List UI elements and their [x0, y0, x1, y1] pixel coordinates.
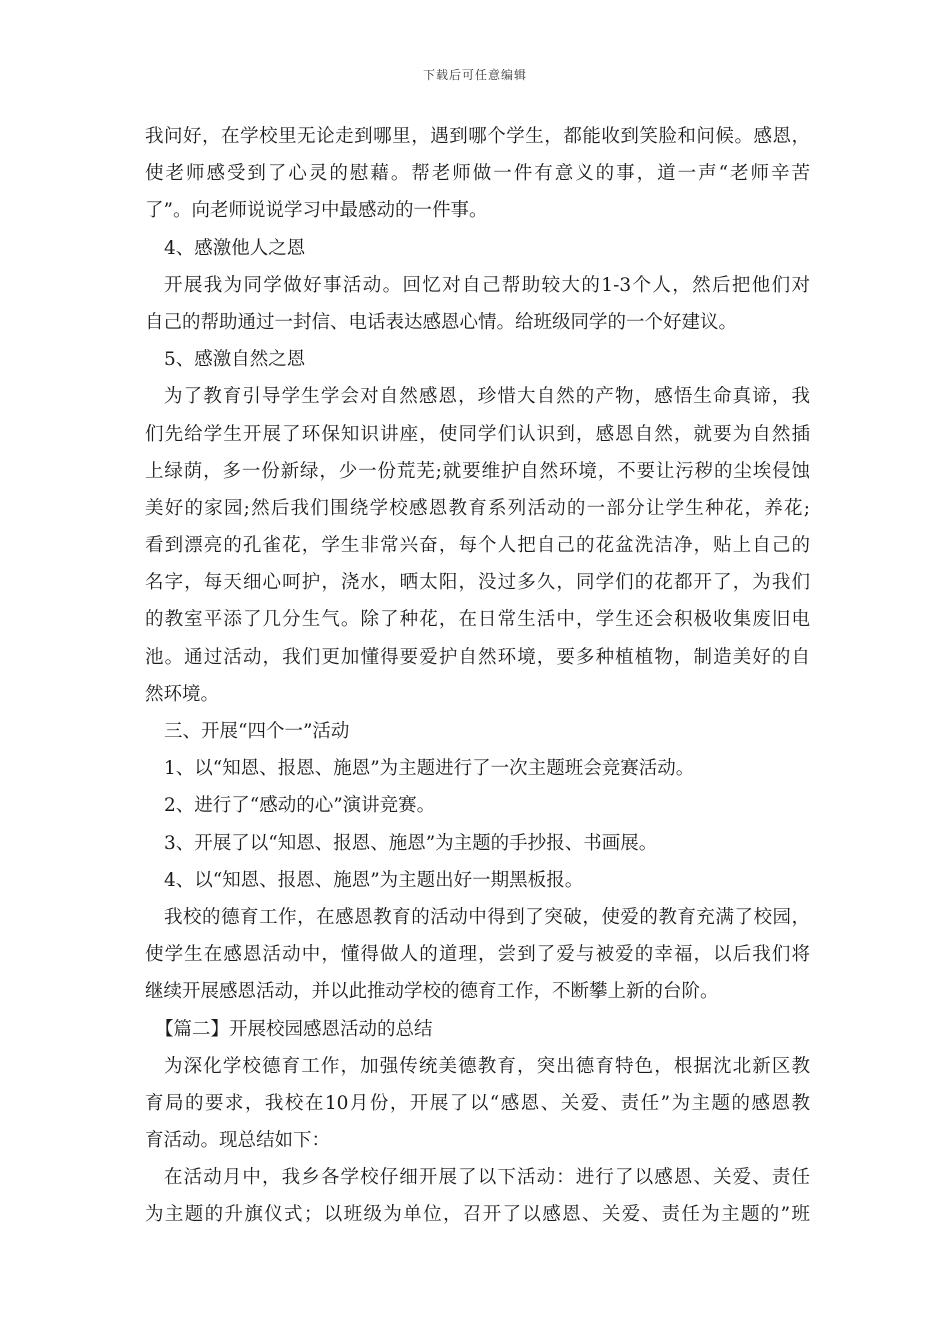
text-line: 自己的帮助通过一封信、电话表达感恩心情。给班级同学的一个好建议。 — [145, 311, 738, 333]
text-line: 美好的家园;然后我们围绕学校感恩教育系列活动的一部分让学生种花，养花; — [145, 497, 810, 519]
document-body — [145, 118, 810, 1234]
text-line: 我问好，在学校里无论走到哪里，遇到哪个学生，都能收到笑脸和问候。感恩， — [145, 126, 810, 147]
text-line: 们先给学生开展了环保知识讲座，使同学们认识到，感恩自然，就要为自然插 — [145, 423, 810, 445]
text-line: 继续开展感恩活动，并以此推动学校的德育工作，不断攀上新的台阶。 — [145, 981, 719, 1003]
list-item: 1、以“知恩、报恩、施恩”为主题进行了一次主题班会竞赛活动。 — [164, 758, 695, 780]
text-line: 名字，每天细心呵护，浇水，晒太阳，没过多久，同学们的花都开了，为我们 — [145, 572, 810, 594]
text-line: 看到漂亮的孔雀花，学生非常兴奋，每个人把自己的花盆洗洁净，贴上自己的 — [145, 535, 810, 557]
text-line: 在活动月中，我乡各学校仔细开展了以下活动：进行了以感恩、关爱、责任 — [164, 1167, 810, 1189]
section-heading: 5、感激自然之恩 — [164, 349, 306, 371]
text-line: 上绿荫，多一份新绿，少一份荒芜;就要维护自然环境，不要让污秽的尘埃侵蚀 — [145, 460, 810, 482]
text-line: 使学生在感恩活动中，懂得做人的道理，尝到了爱与被爱的幸福，以后我们将 — [145, 944, 810, 966]
section-title: 【篇二】开展校园感恩活动的总结 — [155, 1018, 433, 1040]
text-line: 使老师感受到了心灵的慰藉。帮老师做一件有意义的事，道一声“老师辛苦 — [145, 163, 810, 185]
text-line: 然环境。 — [145, 683, 220, 705]
section-heading: 三、开展“四个一”活动 — [164, 721, 350, 742]
text-line: 为深化学校德育工作，加强传统美德教育，突出德育特色，根据沈北新区教 — [164, 1055, 810, 1077]
text-line: 开展我为同学做好事活动。回忆对自己帮助较大的1-3个人，然后把他们对 — [164, 274, 810, 296]
text-line: 为主题的升旗仪式；以班级为单位，召开了以感恩、关爱、责任为主题的”班 — [145, 1204, 810, 1226]
text-line: 为了教育引导学生学会对自然感恩，珍惜大自然的产物，感悟生命真谛，我 — [164, 386, 810, 408]
text-line: 育局的要求，我校在10月份，开展了以“感恩、关爱、责任”为主题的感恩教 — [145, 1092, 810, 1114]
list-item: 3、开展了以“知恩、报恩、施恩”为主题的手抄报、书画展。 — [164, 832, 658, 854]
text-line: 育活动。现总结如下： — [145, 1130, 331, 1152]
text-line: 的教室平添了几分生气。除了种花，在日常生活中，学生还会积极收集废旧电 — [145, 609, 810, 631]
text-line: 池。通过活动，我们更加懂得要爱护自然环境，要多种植植物，制造美好的自 — [145, 646, 810, 668]
list-item: 2、进行了“感动的心”演讲竞赛。 — [164, 795, 436, 817]
text-line: 了”。向老师说说学习中最感动的一件事。 — [145, 200, 488, 222]
page-header: 下载后可任意编辑 — [422, 68, 527, 82]
text-line: 我校的德育工作，在感恩教育的活动中得到了突破，使爱的教育充满了校园， — [164, 906, 810, 928]
section-heading: 4、感激他人之恩 — [164, 237, 306, 259]
list-item: 4、以“知恩、报恩、施恩”为主题出好一期黑板报。 — [164, 869, 584, 891]
